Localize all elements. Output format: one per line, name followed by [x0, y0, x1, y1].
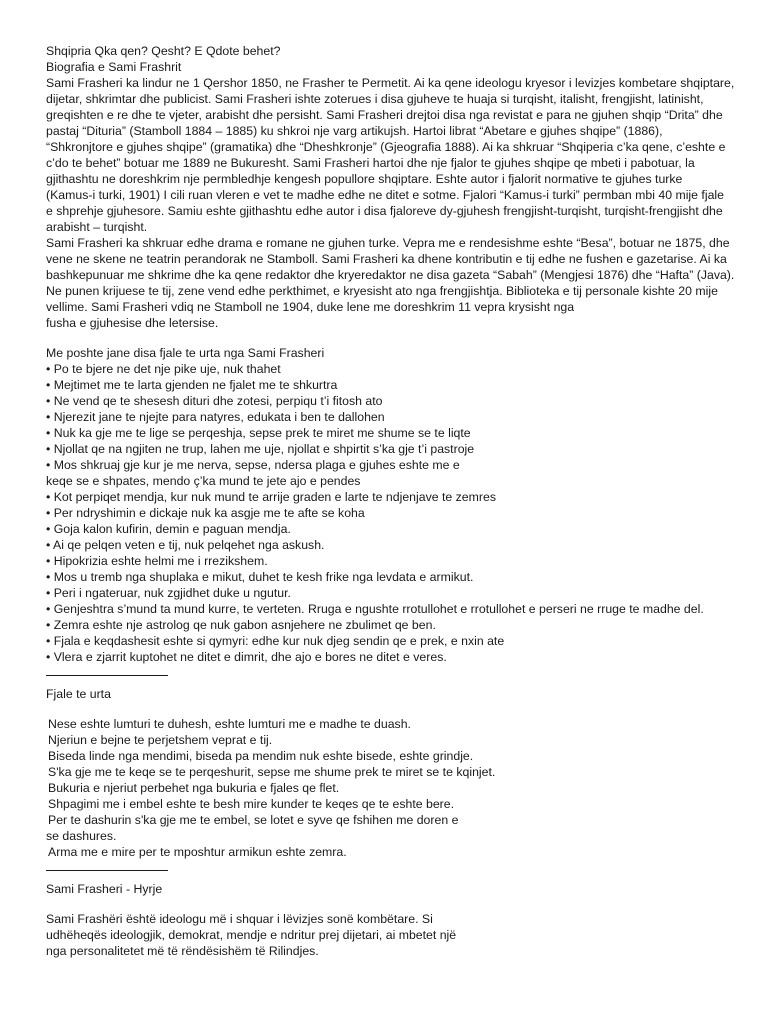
list-item: • Mejtimet me te larta gjenden ne fjalet me te shkurtra [46, 378, 338, 392]
document-title: Shqipria Qka qen? Qesht? E Qdote behet? [46, 44, 281, 58]
bio-line: gjithashtu ne doreshkrim nje permbledhje kengesh popullore shqiptare. Eshte autor i fjalorit normative te gjuhes turke [46, 172, 683, 186]
intro-heading: Sami Frasheri - Hyrje [46, 882, 163, 896]
list-item: se dashures. [46, 829, 117, 843]
list-item: • Ne vend qe te shesesh dituri dhe zotesi, perpiqu t’i fitosh ato [46, 394, 383, 408]
list-item: • Per ndryshimin e dickaje nuk ka asgje me te afte se koha [46, 506, 365, 520]
intro-line: nga personalitetet më të rëndësishëm të Rilindjes. [46, 944, 319, 958]
list-item: • Mos shkruaj gje kur je me nerva, sepse, ndersa plaga e gjuhes eshte me e [46, 458, 460, 472]
bio-line: (Kamus-i turki, 1901) I cili ruan vleren e vet te madhe edhe ne ditet e sotme. Fjalori “Kamus-i turki” permban mbi 40 mije fjale [46, 188, 724, 202]
bio-line: e shprehje gjuhesore. Samiu eshte gjithashtu edhe autor i disa fjaloreve dy-gjuhesh frengjisht-turqisht, turqisht-frengjisht dhe [46, 204, 723, 218]
list-item: • Mos u tremb nga shuplaka e mikut, duhet te kesh frike nga levdata e armikut. [46, 570, 474, 584]
sayings-heading: Fjale te urta [46, 687, 111, 701]
list-item: • Vlera e zjarrit kuptohet ne ditet e dimrit, dhe ajo e bores ne ditet e veres. [46, 650, 447, 664]
list-item: Njeriun e bejne te perjetshem veprat e tij. [48, 733, 273, 747]
bio-line: c’do te behet” botuar me 1889 ne Bukuresht. Sami Frasheri hartoi dhe nje fjalor te gjuhes shqipe qe mbeti i pabotuar, la [46, 156, 695, 170]
list-item: • Zemra eshte nje astrolog qe nuk gabon asnjehere ne zbulimet qe ben. [46, 618, 436, 632]
list-item: keqe se e shpates, mendo ç’ka mund te jete ajo e pendes [46, 474, 361, 488]
list-item: S'ka gje me te keqe se te perqeshurit, sepse me shume prek te miret se te kqinjet. [48, 765, 496, 779]
list-item: • Njerezit jane te njejte para natyres, edukata i ben te dallohen [46, 410, 385, 424]
intro-line: Sami Frashëri është ideologu më i shquar i lëvizjes sonë kombëtare. Si [46, 912, 433, 926]
list-item: • Nuk ka gje me te lige se perqeshja, sepse prek te miret me shume se te liqte [46, 426, 471, 440]
list-item: • Peri i ngateruar, nuk zgjidhet duke u ngutur. [46, 586, 291, 600]
bio-line: vellime. Sami Frasheri vdiq ne Stamboll ne 1904, duke lene me doreshkrim 11 vepra krysisht nga [46, 300, 575, 314]
bio-line: bashkepunuar me shkrime dhe ka qene redaktor dhe kryeredaktor ne disa gazeta “Sabah” (Mengjesi 1876) dhe “Hafta” (Java). [46, 268, 735, 282]
list-item: • Fjala e keqdashesit eshte si qymyri: edhe kur nuk djeg sendin qe e prek, e nxin ate [46, 634, 505, 648]
bio-line: greqishten e re dhe te vjeter, arabisht dhe persisht. Sami Frasheri drejtoi disa nga revistat e para ne gjuhen shqip “Drita” dhe [46, 108, 723, 122]
list-item: • Njollat qe na ngjiten ne trup, lahen me uje, njollat e shpirtit s’ka gje t’i pastroje [46, 442, 475, 456]
list-item: • Hipokrizia eshte helmi me i rrezikshem. [46, 554, 268, 568]
list-item: • Po te bjere ne det nje pike uje, nuk thahet [46, 362, 281, 376]
bio-line: Sami Frasheri ka shkruar edhe drama e romane ne gjuhen turke. Vepra me e rendesishme eshte “Besa”, botuar ne 1875, dhe [46, 236, 730, 250]
list-item: Per te dashurin s'ka gje me te embel, se lotet e syve qe fshihen me doren e [48, 813, 459, 827]
list-item: • Kot perpiqet mendja, kur nuk mund te arrije graden e larte te ndjenjave te zemres [46, 490, 496, 504]
list-item: • Genjeshtra s’mund ta mund kurre, te verteten. Rruga e ngushte rrotullohet e rrotullohet e perseri ne rruge te madhe del. [46, 602, 704, 616]
list-item: Arma me e mire per te mposhtur armikun eshte zemra. [48, 845, 347, 859]
list-item: Bukuria e njeriut perbehet nga bukuria e fjales qe flet. [48, 781, 340, 795]
biography-heading: Biografia e Sami Frashrit [46, 60, 182, 74]
quotes-list [0, 361, 768, 665]
quotes-heading: Me poshte jane disa fjale te urta nga Sami Frasheri [46, 346, 325, 360]
bio-line: vene ne skene ne teatrin perandorak ne Stamboll. Sami Frasheri ka dhene kontributin e tij edhe ne fushen e gazetarise. Ai ka [46, 252, 727, 266]
sayings-list [0, 716, 768, 860]
bio-line: arabisht – turqisht. [46, 220, 148, 234]
bio-line: fusha e gjuhesise dhe letersise. [46, 316, 219, 330]
intro-line: udhëheqës ideologjik, demokrat, mendje e ndritur prej dijetari, ai mbetet një [46, 928, 457, 942]
bio-line: Sami Frasheri ka lindur ne 1 Qershor 1850, ne Frasher te Permetit. Ai ka qene ideologu kryesor i levizjes kombetare shqiptare, [46, 76, 735, 90]
intro-text [0, 911, 768, 959]
bio-line: pastaj “Dituria” (Stamboll 1884 – 1885) ku shkroi nje varg artikujsh. Hartoi librat “Abetare e gjuhes shqipe” (1886), [46, 124, 663, 138]
list-item: • Goja kalon kufirin, demin e paguan mendja. [46, 522, 291, 536]
bio-line: Ne punen krijuese te tij, zene vend edhe perkthimet, e kryesisht ato nga frengjishtja. Biblioteka e tij personale kishte 20 mije [46, 284, 718, 298]
bio-line: “Shkronjtore e gjuhes shqipe” (gramatika) dhe “Dheshkronje” (Gjeografia 1888). Ai ka shkruar “Shqiperia c’ka qene, c’eshte e [46, 140, 726, 154]
list-item: Nese eshte lumturi te duhesh, eshte lumturi me e madhe te duash. [48, 717, 411, 731]
document-page [0, 43, 768, 959]
list-item: • Ai qe pelqen veten e tij, nuk pelqehet nga askush. [46, 538, 325, 552]
list-item: Biseda linde nga mendimi, biseda pa mendim nuk eshte bisede, eshte grindje. [48, 749, 474, 763]
list-item: Shpagimi me i embel eshte te besh mire kunder te keqes qe te eshte bere. [48, 797, 455, 811]
bio-line: dijetar, shkrimtar dhe publicist. Sami Frasheri ishte zoterues i disa gjuheve te huaja si turqisht, italisht, frengjisht, latinisht, [46, 92, 704, 106]
biography-text [0, 75, 768, 331]
